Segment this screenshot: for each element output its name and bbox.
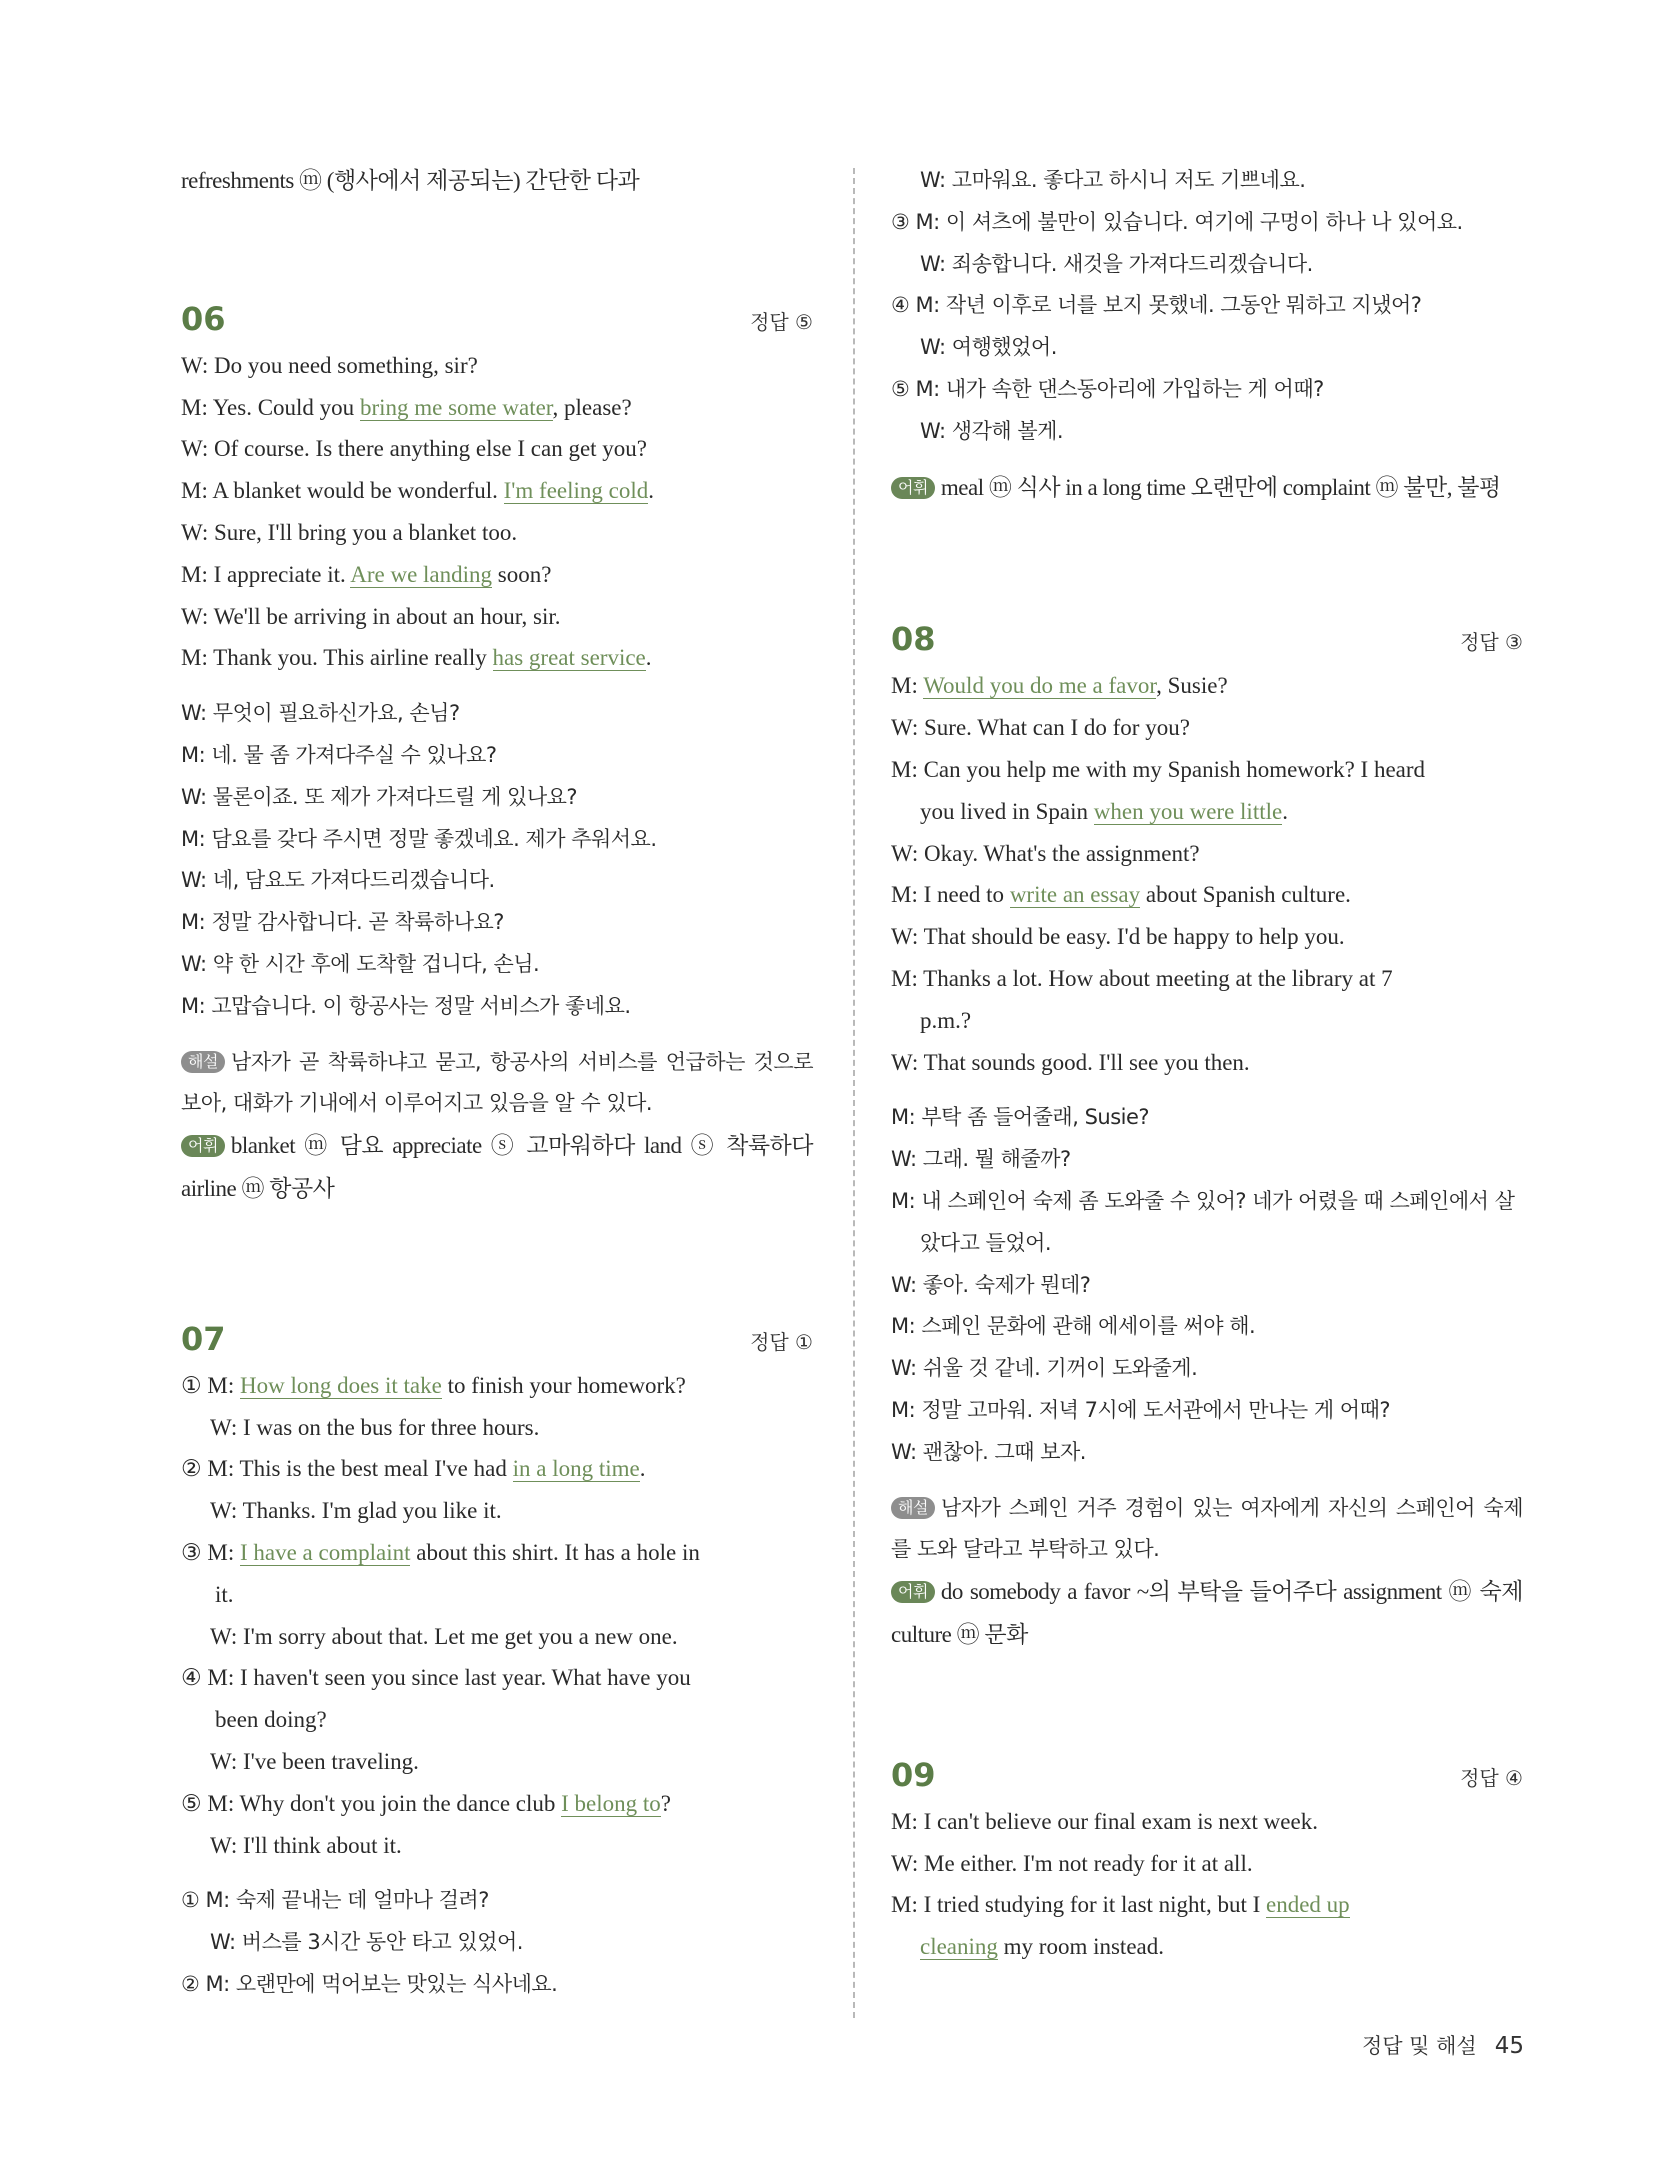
dialogue-line: W: I'll think about it. bbox=[210, 1832, 402, 1858]
dialogue-line: M: Would you do me a favor, Susie? bbox=[891, 673, 1228, 699]
translation-line: M: 담요를 갖다 주시면 정말 좋겠네요. 제가 추워서요. bbox=[181, 826, 657, 851]
dialogue-line: ② M: This is the best meal I've had in a long time. bbox=[181, 1456, 646, 1482]
dialogue-line: p.m.? bbox=[920, 1007, 972, 1033]
translation-line: W: 고마워요. 좋다고 하시니 저도 기쁘네요. bbox=[920, 168, 1306, 192]
dialogue-line: you lived in Spain when you were little. bbox=[920, 798, 1288, 824]
explanation-tag: 해설 bbox=[181, 1051, 225, 1073]
translation-line: W: 무엇이 필요하신가요, 손님? bbox=[181, 701, 460, 726]
dialogue-line: M: I need to write an essay about Spanish culture. bbox=[891, 882, 1351, 908]
answer-label: 정답 ③ bbox=[1460, 630, 1523, 655]
key-expression: when you were little bbox=[1093, 798, 1283, 824]
dialogue-line: cleaning my room instead. bbox=[920, 1934, 1164, 1960]
explanation-tag: 해설 bbox=[891, 1497, 935, 1519]
translation-line: M: 정말 고마워. 저녁 7시에 도서관에서 만나는 게 어때? bbox=[891, 1397, 1390, 1422]
section-07 bbox=[181, 1319, 813, 2006]
translation-line: W: 괜찮아. 그때 보자. bbox=[891, 1439, 1086, 1464]
page-number: 45 bbox=[1494, 2033, 1524, 2059]
dialogue-line: ① M: How long does it take to finish your homework? bbox=[181, 1372, 686, 1398]
translation-line: ② M: 오랜만에 먹어보는 맛있는 식사네요. bbox=[181, 1971, 558, 1996]
translation-line: ④ M: 작년 이후로 너를 보지 못했네. 그동안 뭐하고 지냈어? bbox=[891, 293, 1422, 318]
section-08 bbox=[891, 619, 1523, 1656]
korean-translation bbox=[181, 1880, 813, 2005]
vocab-tag: 어휘 bbox=[891, 477, 935, 499]
translation-line: W: 네, 담요도 가져다드리겠습니다. bbox=[181, 868, 495, 893]
translation-line: W: 생각해 볼게. bbox=[920, 418, 1064, 443]
dialogue-line: M: Thank you. This airline really has great service. bbox=[181, 645, 652, 671]
korean-translation bbox=[181, 693, 813, 1027]
translation-line: ① M: 숙제 끝내는 데 얼마나 걸려? bbox=[181, 1888, 489, 1913]
translation-line: ③ M: 이 셔츠에 불만이 있습니다. 여기에 구멍이 하나 나 있어요. bbox=[891, 209, 1463, 234]
left-column bbox=[181, 160, 813, 2006]
translation-line: W: 쉬울 것 같네. 기꺼이 도와줄게. bbox=[891, 1356, 1198, 1381]
key-expression: I have a complaint bbox=[239, 1539, 411, 1565]
key-expression: How long does it take bbox=[239, 1372, 442, 1398]
dialogue-line: ③ M: I have a complaint about this shirt. It has a hole in bbox=[181, 1539, 700, 1565]
dialogue-line: ④ M: I haven't seen you since last year. What have you bbox=[181, 1665, 691, 1691]
key-expression: write an essay bbox=[1009, 882, 1141, 908]
answer-label: 정답 ④ bbox=[1460, 1765, 1523, 1790]
english-dialogue bbox=[181, 345, 813, 679]
translation-line: 았다고 들었어. bbox=[920, 1230, 1052, 1255]
key-expression: Are we landing bbox=[350, 561, 493, 587]
translation-line: W: 죄송합니다. 새것을 가져다드리겠습니다. bbox=[920, 251, 1313, 276]
right-column bbox=[891, 160, 1523, 1968]
translation-line: M: 내 스페인어 숙제 좀 도와줄 수 있어? 네가 어렸을 때 스페인에서 살 bbox=[891, 1188, 1515, 1213]
footer-label: 정답 및 해설 bbox=[1361, 2034, 1477, 2058]
translation-line: W: 여행했었어. bbox=[920, 335, 1057, 360]
dialogue-line: M: I can't believe our final exam is next week. bbox=[891, 1808, 1318, 1834]
english-dialogue bbox=[181, 1365, 813, 1867]
dialogue-line: W: I've been traveling. bbox=[210, 1748, 419, 1774]
dialogue-line: M: Thanks a lot. How about meeting at the library at 7 bbox=[891, 965, 1393, 991]
key-expression: I belong to bbox=[561, 1790, 661, 1816]
translation-line: W: 버스를 3시간 동안 타고 있었어. bbox=[210, 1930, 523, 1955]
dialogue-line: W: Me either. I'm not ready for it at all. bbox=[891, 1850, 1253, 1876]
explanation: 해설 남자가 스페인 거주 경험이 있는 여자에게 자신의 스페인어 숙제를 도와 달라고 부탁하고 있다. bbox=[891, 1495, 1523, 1562]
translation-line: M: 네. 물 좀 가져다주실 수 있나요? bbox=[181, 742, 497, 767]
dialogue-line: W: Thanks. I'm glad you like it. bbox=[210, 1498, 502, 1524]
dialogue-line: ⑤ M: Why don't you join the dance club I belong to? bbox=[181, 1790, 672, 1816]
translation-line: W: 그래. 뭘 해줄까? bbox=[891, 1147, 1071, 1172]
dialogue-line: W: We'll be arriving in about an hour, sir. bbox=[181, 603, 561, 629]
dialogue-line: W: That should be easy. I'd be happy to help you. bbox=[891, 924, 1345, 950]
dialogue-line: W: Sure, I'll bring you a blanket too. bbox=[181, 519, 518, 545]
answer-label: 정답 ⑤ bbox=[750, 309, 813, 334]
translation-line: M: 정말 감사합니다. 곧 착륙하나요? bbox=[181, 910, 504, 935]
translation-line: W: 물론이죠. 또 제가 가져다드릴 게 있나요? bbox=[181, 784, 578, 809]
dialogue-line: W: I was on the bus for three hours. bbox=[210, 1414, 540, 1440]
vocabulary: 어휘 meal ⓜ 식사 in a long time 오랜만에 complaint ⓜ 불만, 불평 bbox=[891, 467, 1523, 510]
key-expression: ended up bbox=[1266, 1892, 1350, 1918]
dialogue-line: M: Can you help me with my Spanish homework? I heard bbox=[891, 756, 1426, 782]
english-dialogue bbox=[891, 1801, 1523, 1968]
column-divider bbox=[853, 168, 855, 2018]
korean-translation bbox=[891, 1097, 1523, 1473]
answer-label: 정답 ① bbox=[750, 1329, 813, 1354]
key-expression: bring me some water bbox=[359, 394, 553, 420]
dialogue-line: W: Do you need something, sir? bbox=[181, 352, 478, 378]
dialogue-line: M: Yes. Could you bring me some water, please? bbox=[181, 394, 632, 420]
dialogue-line: M: A blanket would be wonderful. I'm feeling cold. bbox=[181, 478, 655, 504]
dialogue-line: W: Sure. What can I do for you? bbox=[891, 715, 1190, 741]
translation-line: W: 약 한 시간 후에 도착할 겁니다, 손님. bbox=[181, 951, 540, 976]
explanation: 해설 남자가 곧 착륙하냐고 묻고, 항공사의 서비스를 언급하는 것으로 보아, 대화가 기내에서 이루어지고 있음을 알 수 있다. bbox=[181, 1049, 813, 1116]
vocab-tag: 어휘 bbox=[181, 1135, 225, 1157]
dialogue-line: W: I'm sorry about that. Let me get you a new one. bbox=[210, 1623, 678, 1649]
dialogue-line: W: Of course. Is there anything else I can get you? bbox=[181, 436, 647, 462]
translation-line: M: 부탁 좀 들어줄래, Susie? bbox=[891, 1105, 1150, 1130]
dialogue-line: M: I appreciate it. Are we landing soon? bbox=[181, 561, 552, 587]
dialogue-line: M: I tried studying for it last night, but I ended up bbox=[891, 1892, 1350, 1918]
dialogue-line: W: That sounds good. I'll see you then. bbox=[891, 1049, 1250, 1075]
vocabulary: 어휘 blanket ⓜ 담요 appreciate ⓢ 고마워하다 land ⓢ 착륙하다 airline ⓜ 항공사 bbox=[181, 1133, 813, 1201]
key-expression: I'm feeling cold bbox=[503, 478, 649, 504]
section-09 bbox=[891, 1755, 1523, 1968]
section-06 bbox=[181, 299, 813, 1211]
english-dialogue bbox=[891, 665, 1523, 1083]
key-expression: in a long time bbox=[512, 1456, 640, 1482]
translation-line: M: 스페인 문화에 관해 에세이를 써야 해. bbox=[891, 1314, 1256, 1339]
key-expression: Would you do me a favor bbox=[923, 673, 1157, 699]
vocabulary: 어휘 do somebody a favor ~의 부탁을 들어주다 assignment ⓜ 숙제 culture ⓜ 문화 bbox=[891, 1579, 1523, 1647]
dialogue-line: been doing? bbox=[215, 1707, 327, 1733]
section-number: 06 bbox=[181, 299, 226, 338]
section-number: 07 bbox=[181, 1319, 226, 1358]
translation-line: W: 좋아. 숙제가 뭔데? bbox=[891, 1272, 1091, 1297]
vocab-tag: 어휘 bbox=[891, 1581, 935, 1603]
translation-line: ⑤ M: 내가 속한 댄스동아리에 가입하는 게 어때? bbox=[891, 376, 1324, 401]
key-expression: cleaning bbox=[920, 1934, 998, 1960]
dialogue-line: W: Okay. What's the assignment? bbox=[891, 840, 1200, 866]
translation-line: M: 고맙습니다. 이 항공사는 정말 서비스가 좋네요. bbox=[181, 993, 631, 1018]
key-expression: has great service bbox=[492, 645, 646, 671]
section-number: 08 bbox=[891, 620, 936, 659]
section-number: 09 bbox=[891, 1755, 936, 1794]
korean-translation-continued bbox=[891, 160, 1523, 453]
top-vocab-line: refreshments ⓜ (행사에서 제공되는) 간단한 다과 bbox=[181, 168, 640, 193]
page-footer bbox=[1362, 2030, 1524, 2060]
dialogue-line: it. bbox=[215, 1581, 234, 1607]
